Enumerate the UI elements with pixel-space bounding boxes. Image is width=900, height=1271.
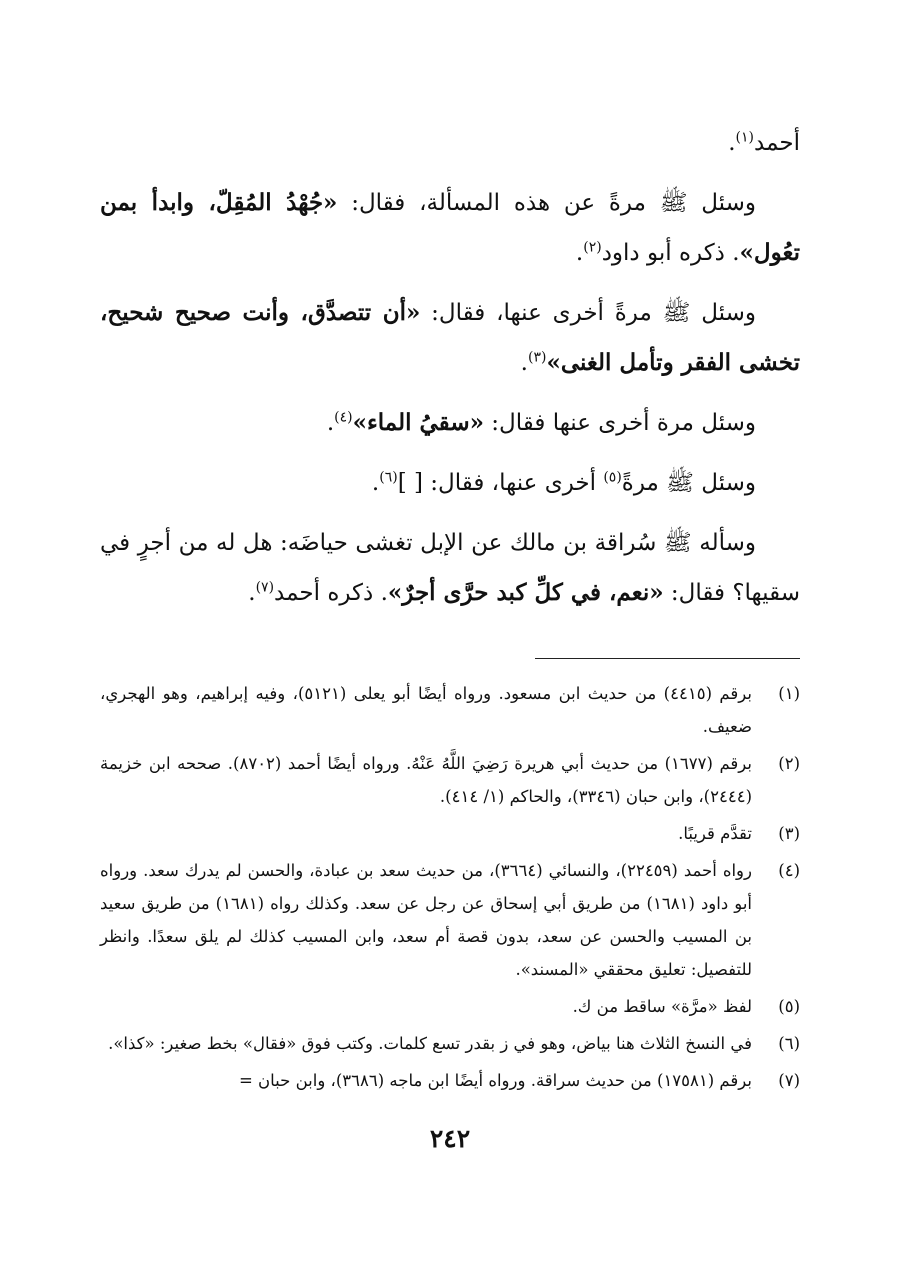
paragraph-1 [100, 118, 800, 168]
text: وسئل ﷺ مرةً عن هذه المسألة، فقال: [337, 190, 756, 216]
text: . [728, 130, 736, 156]
text: . [326, 410, 335, 436]
footnote-number: (٧) [778, 1071, 800, 1090]
text: وسئل ﷺ مرةً أخرى عنها، فقال: [420, 300, 756, 326]
text: وسئل ﷺ مرةً [621, 470, 756, 496]
hadith-quote: «أن تتصدَّق، وأنت صحيح شحيح، تخشى الفقر وتأمل الغنى» [100, 299, 800, 376]
text: . [575, 240, 584, 266]
footnote-5 [100, 990, 800, 1023]
footnote-number: (٢) [778, 754, 800, 773]
footnote-number: (١) [778, 684, 800, 703]
paragraph-2 [100, 178, 800, 278]
footnote-ref-1: (١) [735, 129, 755, 146]
text: . ذكره أحمد [274, 580, 388, 606]
footnote-number: (٥) [778, 997, 800, 1016]
footnote-number: (٤) [778, 861, 800, 880]
footnote-ref-3: (٣) [527, 349, 547, 366]
hadith-quote: «جُهْدُ المُقِلّ، وابدأ بمن تعُول» [100, 189, 800, 266]
footnote-separator [535, 658, 800, 659]
footnote-6 [100, 1027, 800, 1060]
text: وسئل مرة أخرى عنها فقال: [483, 410, 756, 436]
paragraph-5 [100, 458, 800, 508]
paragraph-4 [100, 398, 800, 448]
footnote-ref-7: (٧) [255, 579, 275, 596]
footnotes [100, 677, 800, 1097]
text: . [248, 580, 256, 606]
hadith-quote: «سقيُ الماء» [352, 409, 484, 436]
footnote-2 [100, 747, 800, 813]
footnote-4 [100, 854, 800, 986]
footnote-1 [100, 677, 800, 743]
text: . [371, 470, 380, 496]
main-text [100, 118, 800, 618]
footnote-3 [100, 817, 800, 850]
footnote-ref-4: (٤) [334, 409, 353, 426]
page-number: ٢٤٢ [429, 1124, 471, 1153]
footnote-ref-5: (٥) [603, 469, 622, 486]
footnote-text: برقم (٤٤١٥) من حديث ابن مسعود. ورواه أيضًا أبو يعلى (٥١٢١)، وفيه إبراهيم، وهو الهجري، ضعيف. [100, 684, 752, 736]
page [100, 118, 800, 1101]
footnote-text: لفظ «مرَّة» ساقط من ك. [572, 997, 752, 1016]
text: . [520, 350, 528, 376]
footnote-text: رواه أحمد (٢٢٤٥٩)، والنسائي (٣٦٦٤)، من حديث سعد بن عبادة، والحسن لم يدرك سعد. ورواه أبو داود (١٦٨١) من طريق أبي إسحاق عن رجل عن سعد. وكذلك رواه (١٦٨١) من طريق سعيد بن المسيب والحسن عن سعد، بدون قصة أم سعد، وابن المسيب كذلك لم يلق سعدًا. وانظر للتفصيل: تعليق محققي «المسند». [100, 861, 752, 979]
footnote-number: (٦) [778, 1034, 800, 1053]
footnote-text: في النسخ الثلاث هنا بياض، وهو في ز بقدر تسع كلمات. وكتب فوق «فقال» بخط صغير: «كذا». [108, 1034, 752, 1053]
footnote-text: برقم (١٧٥٨١) من حديث سراقة. ورواه أيضًا ابن ماجه (٣٦٨٦)، وابن حبان = [238, 1071, 752, 1090]
text: أخرى عنها، فقال: [ ] [397, 470, 604, 496]
footnote-text: برقم (١٦٧٧) من حديث أبي هريرة رَضِيَ اللَّهُ عَنْهُ. ورواه أيضًا أحمد (٨٧٠٢). صححه ابن خزيمة (٢٤٤٤)، وابن حبان (٣٣٤٦)، والحاكم (١/ ٤١٤). [100, 754, 753, 806]
hadith-quote: «نعم، في كلِّ كبد حرَّى أجرٌ» [387, 579, 664, 606]
paragraph-6 [100, 518, 800, 618]
footnote-number: (٣) [778, 824, 800, 843]
footnote-ref-2: (٢) [583, 239, 602, 256]
text: وسأله ﷺ سُراقة بن مالك عن الإبل تغشى حياضَه: هل له من أجرٍ في سقيها؟ فقال: [100, 530, 800, 606]
paragraph-3 [100, 288, 800, 388]
footnote-7 [100, 1064, 800, 1097]
text: أحمد [754, 130, 800, 156]
text: . ذكره أبو داود [601, 240, 740, 266]
footnote-text: تقدَّم قريبًا. [678, 824, 752, 843]
footnote-ref-6: (٦) [379, 469, 398, 486]
